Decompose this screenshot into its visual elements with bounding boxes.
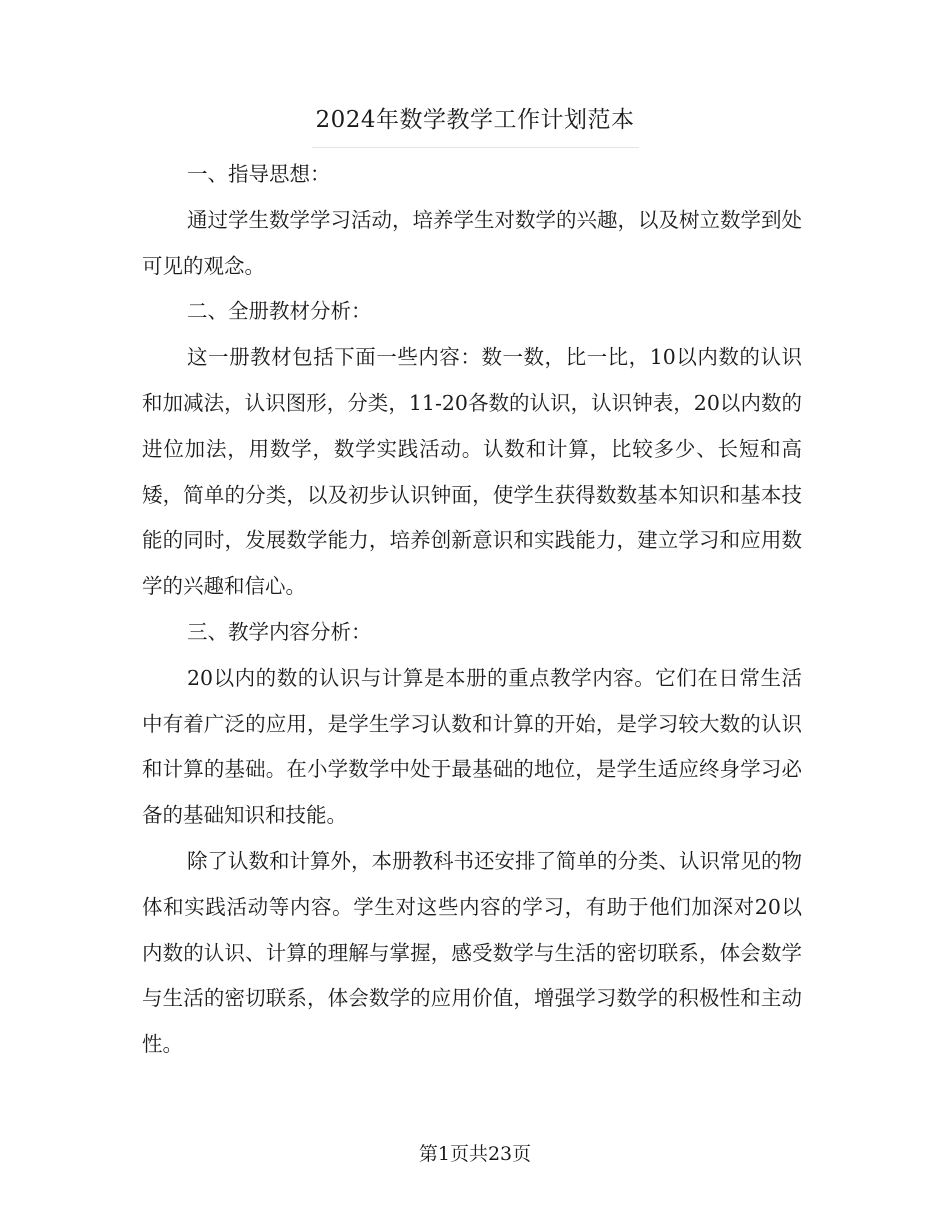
title-divider: [312, 147, 639, 148]
heading-textbook-analysis: 二、全册教材分析：: [187, 299, 372, 324]
paragraph-textbook-analysis: 这一册教材包括下面一些内容：数一数，比一比，10以内数的认识和加减法，认识图形，分类，11-20各数的认识，认识钟表，20以内数的进位加法，用数学，数学实践活动。认数和计算，比较多少、长短和高矮，简单的分类，以及初步认识钟面，使学生获得数数基本知识和基本技能的同时，发展数学能力，培养创新意识和实践能力，建立学习和应用数学的兴趣和信心。: [142, 345, 802, 599]
document-body: [142, 152, 802, 1068]
document-title: 2024年数学教学工作计划范本: [315, 107, 635, 133]
heading-guiding-thought: 一、指导思想：: [187, 162, 331, 186]
paragraph-content-analysis-2: 除了认数和计算外，本册教科书还安排了简单的分类、认识常见的物体和实践活动等内容。学生对这些内容的学习，有助于他们加深对20以内数的认识、计算的理解与掌握，感受数学与生活的密切联系，体会数学与生活的密切联系，体会数学的应用价值，增强学习数学的积极性和主动性。: [142, 848, 802, 1057]
page-footer: 第1页共23页: [418, 1143, 532, 1165]
heading-content-analysis: 三、教学内容分析：: [187, 619, 372, 644]
paragraph-guiding-thought: 通过学生数学学习活动，培养学生对数学的兴趣，以及树立数学到处可见的观念。: [142, 207, 802, 278]
paragraph-content-analysis-1: 20以内的数的认识与计算是本册的重点教学内容。它们在日常生活中有着广泛的应用，是学生学习认数和计算的开始，是学习较大数的认识和计算的基础。在小学数学中处于最基础的地位，是学生适应终身学习必备的基础知识和技能。: [142, 665, 802, 828]
